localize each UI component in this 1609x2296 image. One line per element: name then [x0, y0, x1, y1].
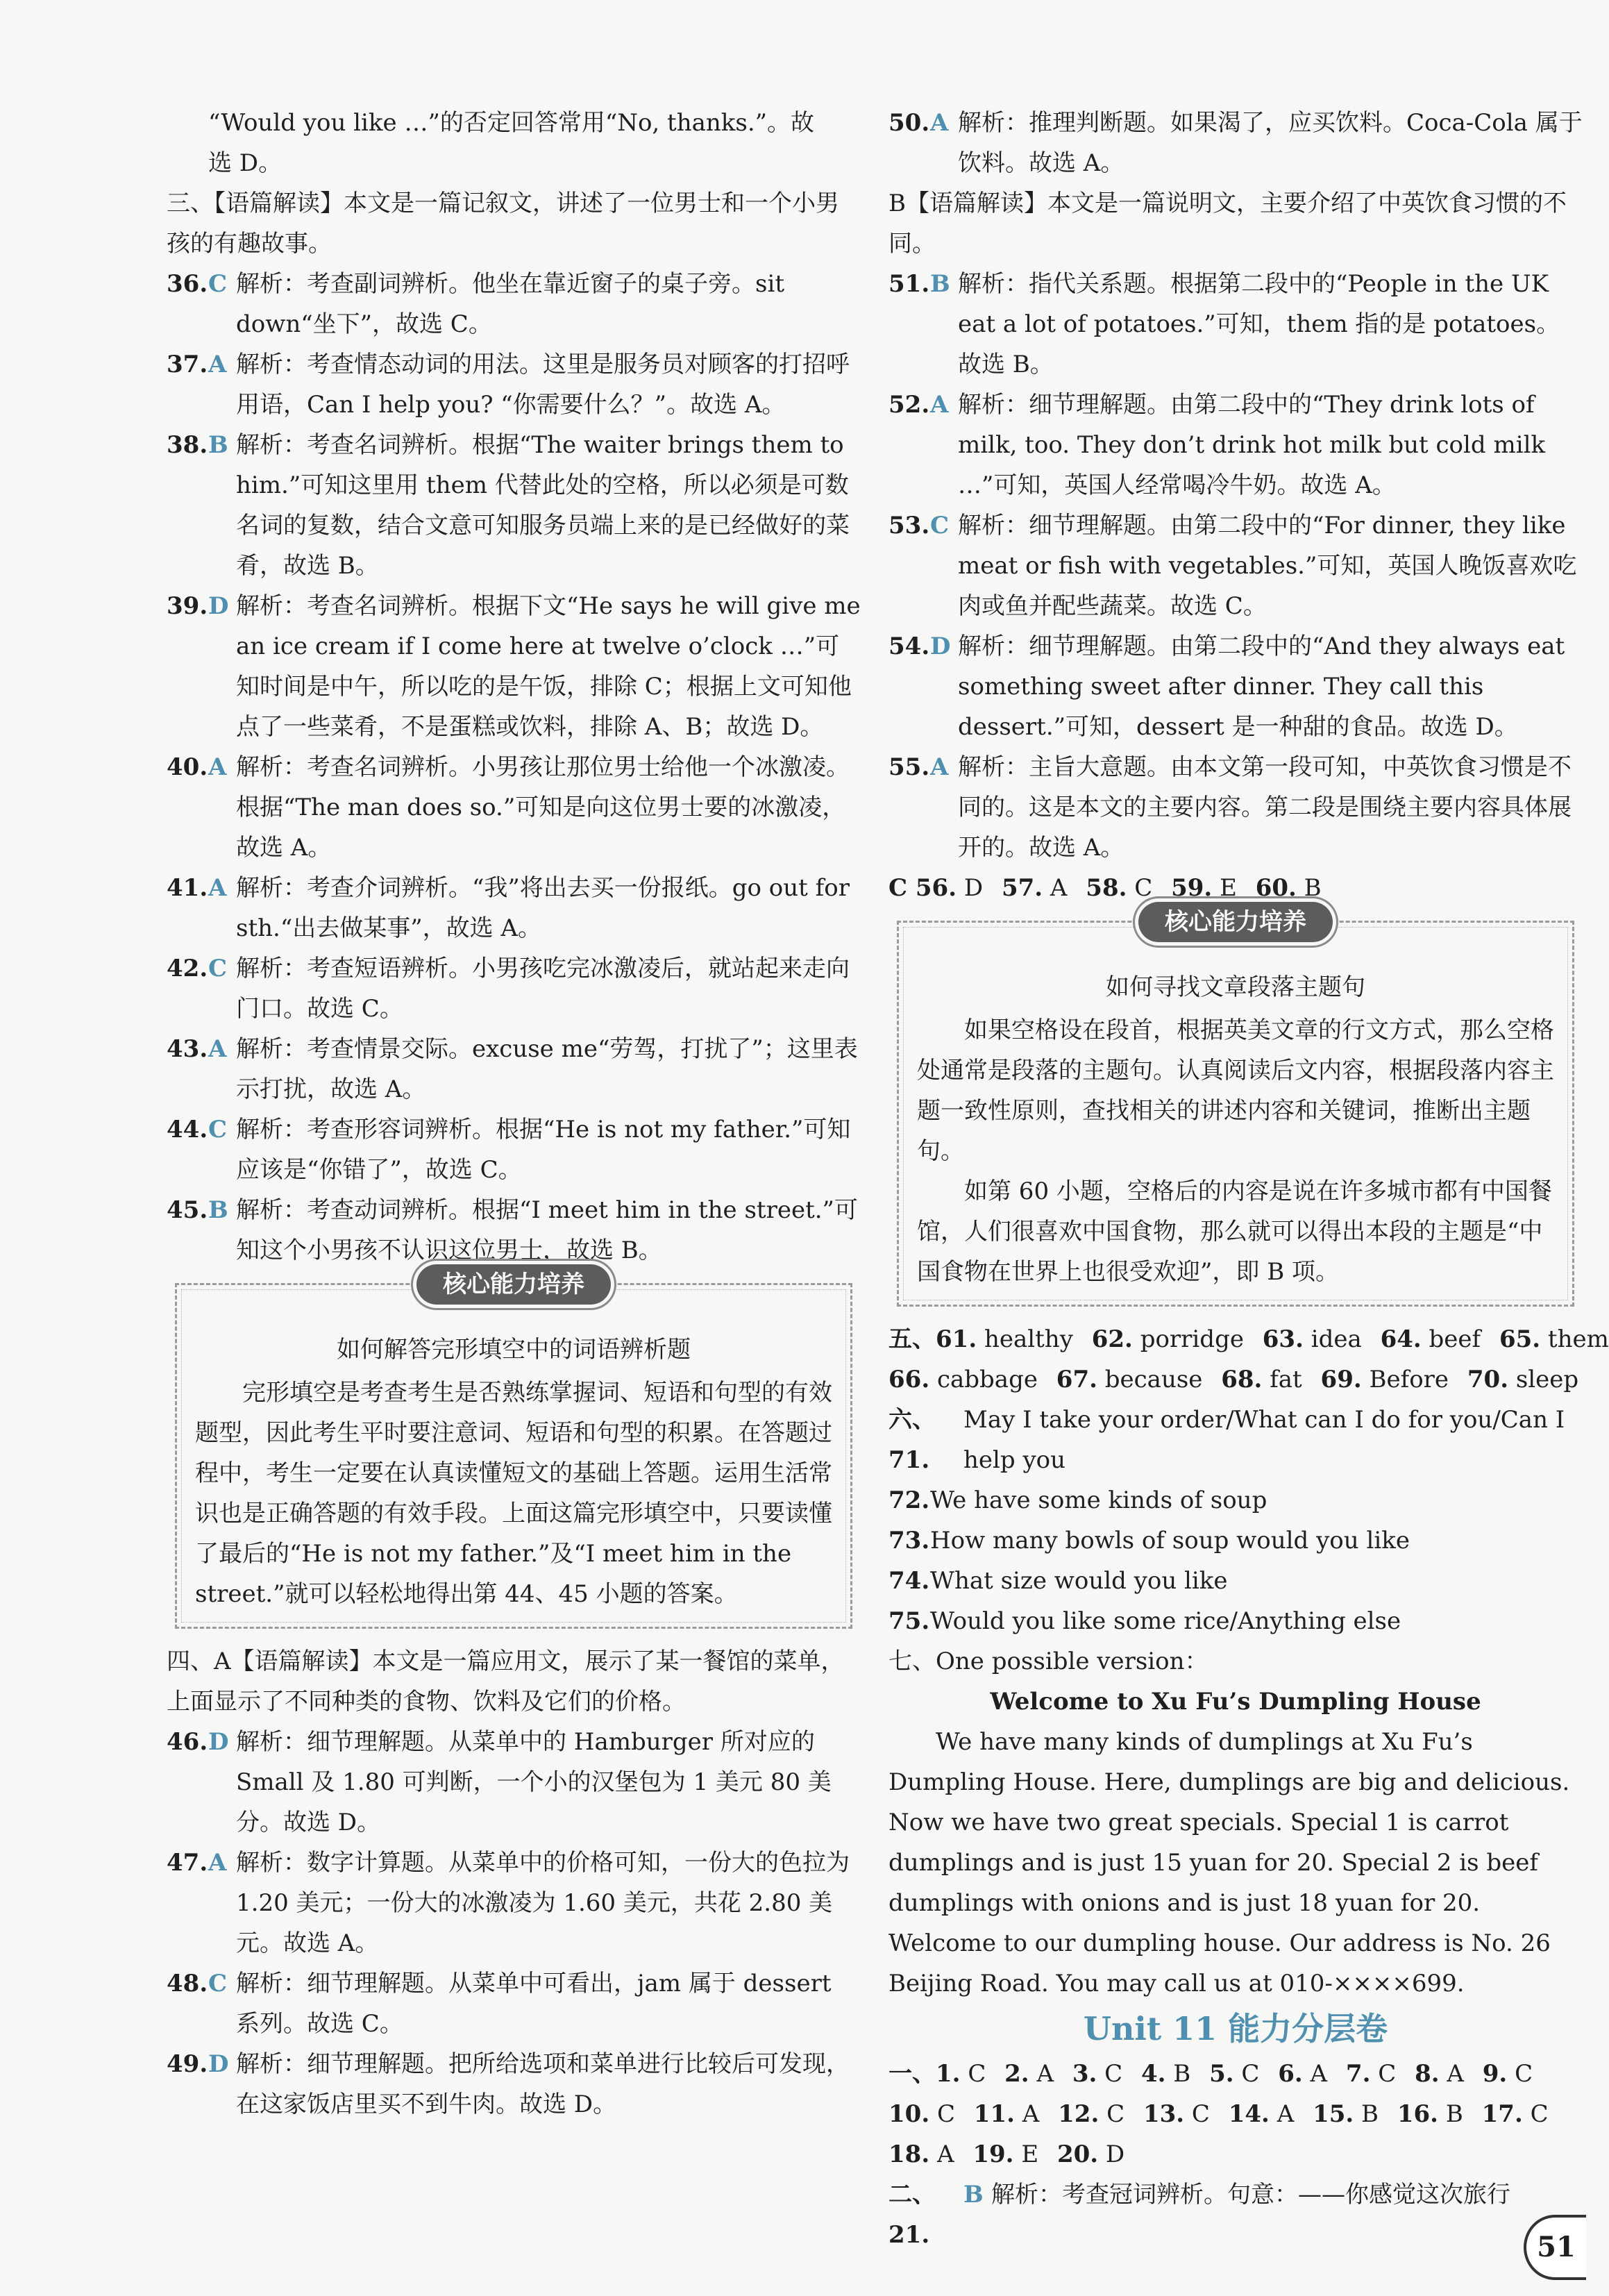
answer-item: 36. C 解析：考查副词辨析。他坐在靠近窗子的桌子旁。sit down“坐下”，故选 C。 — [167, 270, 784, 338]
section-c-answers: C 56. D 57. A 58. C 59. E 60. B — [888, 874, 1322, 902]
unit-answers: 18. A 19. E 20. D — [888, 2140, 1125, 2168]
core-skill-box — [897, 908, 1574, 1307]
answer-item: 41. A 解析：考查介词辨析。“我”将出去买一份报纸。go out for sth.“出去做某事”，故选 A。 — [167, 874, 850, 942]
section-3-heading: 三、【语篇解读】本文是一篇记叙文，讲述了一位男士和一个小男孩的有趣故事。 — [167, 190, 839, 258]
left-column — [167, 103, 861, 2125]
section-b-heading: B【语篇解读】本文是一篇说明文，主要介绍了中英饮食习惯的不同。 — [888, 190, 1567, 258]
answer-item: 75. Would you like some rice/Anything else — [888, 1607, 1401, 1635]
right-column — [888, 103, 1609, 2255]
answer-item: 72. We have some kinds of soup — [888, 1486, 1267, 1514]
unit-answers: 一、1. C 2. A 3. C 4. B 5. C 6. A 7. C 8. A 9. C — [888, 2060, 1533, 2088]
section-4-heading: 四、A【语篇解读】本文是一篇应用文，展示了某一餐馆的菜单，上面显示了不同种类的食物、饮料及它们的价格。 — [167, 1648, 845, 1716]
answer-item: 73. How many bowls of soup would you like — [888, 1527, 1410, 1555]
answer-list-51-55 — [888, 264, 1583, 868]
box-paragraph: 如第 60 小题，空格后的内容是说在许多城市都有中国餐馆，人们很喜欢中国食物，那么就可以得出本段的主题是“中国食物在世界上也很受欢迎”，即 B 项。 — [917, 1178, 1552, 1286]
answer-item: 39. D 解析：考查名词辨析。根据下文“He says he will give me an ice cream if I come here at twelve o’clock …”可知时间是中午，所以吃的是午饭，排除 C；根据上文可知他点了一些菜肴，不是蛋糕或饮料，排除 A、B；故选 D。 — [167, 592, 861, 741]
section-6-answers — [888, 1400, 1583, 1641]
answer-item: 51. B 解析：指代关系题。根据第二段中的“People in the UK eat a lot of potatoes.”可知，them 指的是 potatoes。故选 B。 — [888, 270, 1560, 378]
answer-item: 47. A 解析：数字计算题。从菜单中的价格可知，一份大的色拉为 1.20 美元；一份大的冰激凌为 1.60 美元，共花 2.80 美元。故选 A。 — [167, 1849, 850, 1957]
box-title: 如何解答完形填空中的词语辨析题 — [337, 1336, 691, 1364]
intro-line: 选 D。 — [208, 149, 283, 177]
unit-title: Unit 11 能力分层卷 — [1083, 2010, 1388, 2047]
unit-answers: 10. C 11. A 12. C 13. C 14. A 15. B 16. B 17. C — [888, 2100, 1549, 2128]
answer-item: 45. B 解析：考查动词辨析。根据“I meet him in the street.”可知这个小男孩不认识这位男士，故选 B。 — [167, 1196, 858, 1264]
answer-list-46-49 — [167, 1722, 861, 2125]
section-5-answers: 66. cabbage 67. because 68. fat 69. Before 70. sleep — [888, 1366, 1579, 1393]
answer-item: 40. A 解析：考查名词辨析。小男孩让那位男士给他一个冰激凌。根据“The man does so.”可知是向这位男士要的冰激凌，故选 A。 — [167, 753, 850, 862]
answer-item: 74. What size would you like — [888, 1567, 1228, 1595]
box-paragraph: 完形填空是考查考生是否熟练掌握词、短语和句型的有效题型，因此考生平时要注意词、短语和句型的积累。在答题过程中，考生一定要在认真读懂短文的基础上答题。运用生活常识也是正确答题的有效手段。上面这篇完形填空中，只要读懂了最后的“He is not my father.”及“I meet him in the street.”就可以轻松地得出第 44、45 小题的答案。 — [195, 1379, 832, 1608]
section-5-answers: 五、61. healthy 62. porridge 63. idea 64. beef 65. them — [888, 1325, 1609, 1353]
answer-item: 六、71. May I take your order/What can I do for you/Can I help you — [888, 1406, 1565, 1474]
intro-line: “Would you like …”的否定回答常用“No, thanks.”。故 — [208, 109, 815, 137]
answer-item: 49. D 解析：细节理解题。把所给选项和菜单进行比较后可发现，在这家饭店里买不到牛肉。故选 D。 — [167, 2050, 850, 2118]
box-title: 如何寻找文章段落主题句 — [1106, 973, 1365, 1001]
answer-list-36-45 — [167, 264, 861, 1271]
answer-item: 42. C 解析：考查短语辨析。小男孩吃完冰激凌后，就站起来走向门口。故选 C。 — [167, 955, 850, 1023]
section-7-heading: 七、One possible version： — [888, 1648, 1208, 1675]
answer-item: 48. C 解析：细节理解题。从菜单中可看出，jam 属于 dessert 系列。故选 C。 — [167, 1970, 832, 2038]
core-skill-badge: 核心能力培养 — [416, 1264, 611, 1305]
page-number: 51 — [1524, 2215, 1586, 2280]
answer-item: 二、21. B 解析：考查冠词辨析。句意：——你感觉这次旅行 — [888, 2181, 1510, 2249]
answer-item: 50. A 解析：推理判断题。如果渴了，应买饮料。Coca-Cola 属于饮料。故选 A。 — [888, 109, 1583, 177]
core-skill-box — [175, 1271, 852, 1629]
essay-body: We have many kinds of dumplings at Xu Fu’s Dumpling House. Here, dumplings are big and delicious. Now we have two great specials. Special 1 is carrot dumplings and is just 15 yuan for 20. Special 2 is beef dumplings with onions and is just 18 yuan for 20. Welcome to our dumpling house. Our address is No. 26 Beijing Road. You may call us at 010-××××699. — [888, 1728, 1570, 1997]
answer-item: 38. B 解析：考查名词辨析。根据“The waiter brings them to him.”可知这里用 them 代替此处的空格，所以必须是可数名词的复数，结合文意可知服务员端上来的是已经做好的菜肴，故选 B。 — [167, 431, 850, 580]
core-skill-badge: 核心能力培养 — [1138, 902, 1333, 942]
answer-item: 46. D 解析：细节理解题。从菜单中的 Hamburger 所对应的 Small 及 1.80 可判断，一个小的汉堡包为 1 美元 80 美分。故选 D。 — [167, 1728, 832, 1836]
essay-title: Welcome to Xu Fu’s Dumpling House — [990, 1688, 1481, 1716]
answer-item: 55. A 解析：主旨大意题。由本文第一段可知，中英饮食习惯是不同的。这是本文的主要内容。第二段是围绕主要内容具体展开的。故选 A。 — [888, 753, 1572, 862]
answer-item: 37. A 解析：考查情态动词的用法。这里是服务员对顾客的打招呼用语，Can I help you? “你需要什么？”。故选 A。 — [167, 351, 850, 419]
answer-item: 43. A 解析：考查情景交际。excuse me“劳驾，打扰了”；这里表示打扰，故选 A。 — [167, 1035, 858, 1103]
answer-item: 44. C 解析：考查形容词辨析。根据“He is not my father.”可知应该是“你错了”，故选 C。 — [167, 1116, 851, 1184]
answer-item: 53. C 解析：细节理解题。由第二段中的“For dinner, they like meat or fish with vegetables.”可知，英国人晚饭喜欢吃肉或鱼并配些蔬菜。故选 C。 — [888, 512, 1577, 620]
answer-item: 52. A 解析：细节理解题。由第二段中的“They drink lots of milk, too. They don’t drink hot milk but cold milk …”可知，英国人经常喝冷牛奶。故选 A。 — [888, 391, 1546, 499]
box-paragraph: 如果空格设在段首，根据英美文章的行文方式，那么空格处通常是段落的主题句。认真阅读后文内容，根据段落内容主题一致性原则，查找相关的讲述内容和关键词，推断出主题句。 — [917, 1016, 1554, 1165]
answer-item: 54. D 解析：细节理解题。由第二段中的“And they always eat something sweet after dinner. They call this dessert.”可知，dessert 是一种甜的食品。故选 D。 — [888, 632, 1565, 741]
